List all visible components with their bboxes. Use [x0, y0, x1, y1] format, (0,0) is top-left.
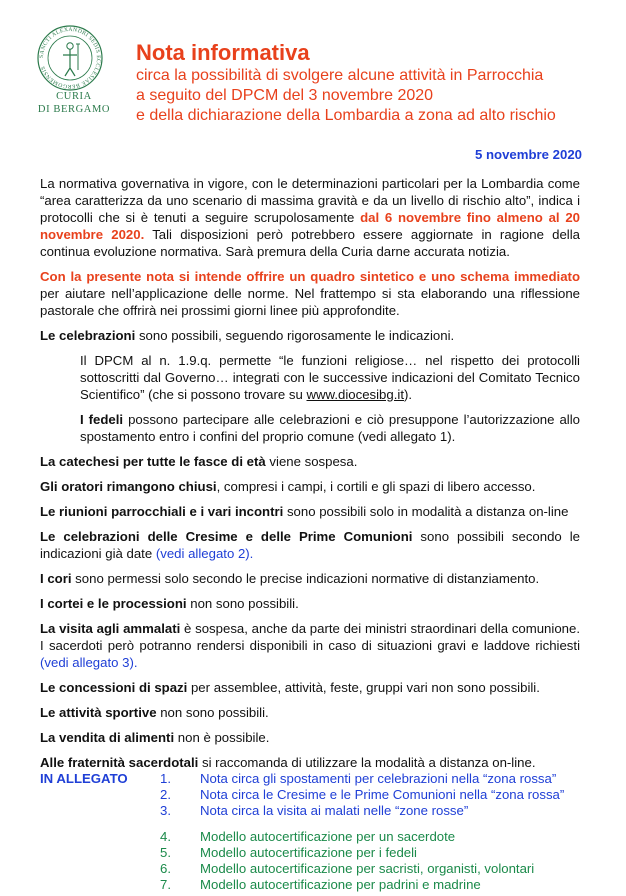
- attachment-label: Nota circa gli spostamenti per celebrazioni nella “zona rossa”: [200, 771, 557, 786]
- attachments-divider-gap: [160, 818, 600, 828]
- item-sport: [40, 704, 580, 721]
- item-text: sono possibili solo in modalità a distanza on-line: [283, 504, 569, 519]
- document-title: Nota informativa: [136, 40, 310, 65]
- allegato-2-ref[interactable]: (vedi allegato 2).: [155, 546, 254, 561]
- dpcm-paragraph: [40, 352, 580, 403]
- subtitle-line-3: e della dichiarazione della Lombardia a zona ad alto rischio: [136, 107, 556, 124]
- attachments-title: IN ALLEGATO: [40, 771, 128, 786]
- item-oratori: [40, 478, 580, 495]
- attachment-item[interactable]: [160, 828, 600, 844]
- celebrazioni-bold: Le celebrazioni: [40, 328, 136, 343]
- item-cori: [40, 570, 580, 587]
- fedeli-bold: I fedeli: [80, 412, 124, 427]
- dpcm-text: Il DPCM al n. 1.9.q. permette “le funzioni religiose… nel rispetto dei protocolli sottoscritti dal Governo… integrati con le successive indicazioni del Comitato Tecnico Scientifico” (che si possono trovare su: [80, 353, 580, 402]
- attachment-number: 2.: [160, 787, 171, 802]
- item-text: non è possibile.: [174, 730, 270, 745]
- curia-name: [34, 90, 114, 116]
- item-bold: La vendita di alimenti: [40, 730, 175, 745]
- item-concessioni: [40, 679, 580, 696]
- item-text: non sono possibili.: [186, 596, 299, 611]
- attachment-label: Nota circa la visita ai malati nelle “zone rosse”: [200, 803, 469, 818]
- item-catechesi: [40, 453, 580, 470]
- subtitle-line-2: a seguito del DPCM del 3 novembre 2020: [136, 87, 434, 104]
- curia-line-1: CURIA: [56, 91, 92, 102]
- attachment-label: Nota circa le Cresime e le Prime Comunioni nella “zona rossa”: [200, 787, 565, 802]
- item-bold: La visita agli ammalati: [40, 621, 181, 636]
- document-date: 5 novembre 2020: [474, 147, 582, 162]
- attachment-label: Modello autocertificazione per un sacerdote: [200, 829, 456, 844]
- item-bold: I cortei e le processioni: [40, 596, 187, 611]
- attachment-item[interactable]: [160, 876, 600, 892]
- attachment-number: 4.: [160, 829, 171, 844]
- item-cresime: [40, 528, 580, 562]
- item-text: viene sospesa.: [265, 454, 358, 469]
- subtitle-line-1: circa la possibilità di svolgere alcune attività in Parrocchia: [136, 67, 544, 84]
- item-bold: Le attività sportive: [40, 705, 157, 720]
- attachment-label: Modello autocertificazione per i fedeli: [200, 845, 417, 860]
- item-alimenti: [40, 729, 580, 746]
- attachment-item[interactable]: [160, 844, 600, 860]
- item-fraternita: [40, 754, 580, 771]
- dpcm-end: ).: [403, 387, 413, 402]
- item-bold: Gli oratori rimangono chiusi: [40, 479, 217, 494]
- curia-line-2: DI BERGAMO: [37, 104, 111, 115]
- fedeli-text: possono partecipare alle celebrazioni e ciò presuppone l’autorizzazione allo spostamento entro i confini del proprio comune (vedi allegato 1).: [80, 412, 580, 444]
- item-text: sono possibili secondo le indicazioni già date: [40, 529, 580, 561]
- item-text: è sospesa, anche da parte dei ministri straordinari della comunione. I sacerdoti però potranno rendersi disponibili in caso di situazioni gravi e laddove richiesti: [40, 621, 580, 653]
- document-subtitle: [136, 66, 606, 126]
- attachment-number: 7.: [160, 877, 171, 892]
- attachment-label: Modello autocertificazione per sacristi, organisti, volontari: [200, 861, 535, 876]
- seal-text: SANCTI ALEXANDRI SEDIS ECCLESIAE BERGOMENSIS: [38, 26, 102, 90]
- item-bold: Alle fraternità sacerdotali: [40, 755, 199, 770]
- attachment-number: 3.: [160, 803, 171, 818]
- curia-seal-logo: [36, 24, 104, 92]
- fedeli-paragraph: [40, 411, 580, 445]
- attachment-item[interactable]: [160, 860, 600, 876]
- purpose-highlight: Con la presente nota si intende offrire un quadro sintetico e uno schema immediato: [40, 269, 580, 284]
- purpose-paragraph: [40, 268, 580, 319]
- diocesi-link[interactable]: www.diocesibg.it: [306, 387, 404, 402]
- intro-text-a: La normativa governativa in vigore, con le determinazioni particolari per la Lombardia come “area caratterizza da uno scenario di massima gravità e da un livello di rischio alto”, indica i protocolli che si è tenuti a seguire scrupolosamente: [40, 176, 580, 225]
- celebrazioni-text: sono possibili, seguendo rigorosamente le indicazioni.: [135, 328, 455, 343]
- item-text: , compresi i campi, i cortili e gli spazi di libero accesso.: [216, 479, 536, 494]
- celebrazioni-paragraph: [40, 327, 580, 344]
- intro-highlight: dal 6 novembre fino almeno al 20 novembre 2020.: [40, 210, 581, 242]
- item-text: per assemblee, attività, feste, gruppi vari non sono possibili.: [187, 680, 540, 695]
- allegato-3-ref[interactable]: (vedi allegato 3).: [40, 655, 138, 670]
- intro-text-b: Tali disposizioni però potrebbero essere aggiornate in ragione della continua evoluzione normativa. Sarà premura della Curia darne accurata notizia.: [40, 227, 580, 259]
- item-bold: I cori: [40, 571, 72, 586]
- attachment-item[interactable]: [160, 802, 600, 818]
- item-visita-ammalati: [40, 620, 580, 671]
- intro-paragraph: [40, 175, 580, 260]
- item-text: sono permessi solo secondo le precise indicazioni normative di distanziamento.: [71, 571, 540, 586]
- item-bold: La catechesi per tutte le fasce di età: [40, 454, 266, 469]
- attachment-number: 6.: [160, 861, 171, 876]
- item-cortei: [40, 595, 580, 612]
- attachment-number: 5.: [160, 845, 171, 860]
- attachment-label: Modello autocertificazione per padrini e madrine: [200, 877, 481, 892]
- item-bold: Le riunioni parrocchiali e i vari incontri: [40, 504, 284, 519]
- attachments-list: [160, 770, 600, 892]
- item-riunioni: [40, 503, 580, 520]
- attachment-item[interactable]: [160, 770, 600, 786]
- purpose-text: per aiutare nell’applicazione delle norme. Nel frattempo si sta elaborando una riflessione pastorale che offrirà nei prossimi giorni linee più approfondite.: [40, 286, 580, 318]
- item-bold: Le concessioni di spazi: [40, 680, 188, 695]
- attachment-item[interactable]: [160, 786, 600, 802]
- item-text: si raccomanda di utilizzare la modalità a distanza on-line.: [198, 755, 536, 770]
- item-bold: Le celebrazioni delle Cresime e delle Prime Comunioni: [40, 529, 413, 544]
- document-body: [40, 175, 580, 779]
- item-text: non sono possibili.: [156, 705, 269, 720]
- attachment-number: 1.: [160, 771, 171, 786]
